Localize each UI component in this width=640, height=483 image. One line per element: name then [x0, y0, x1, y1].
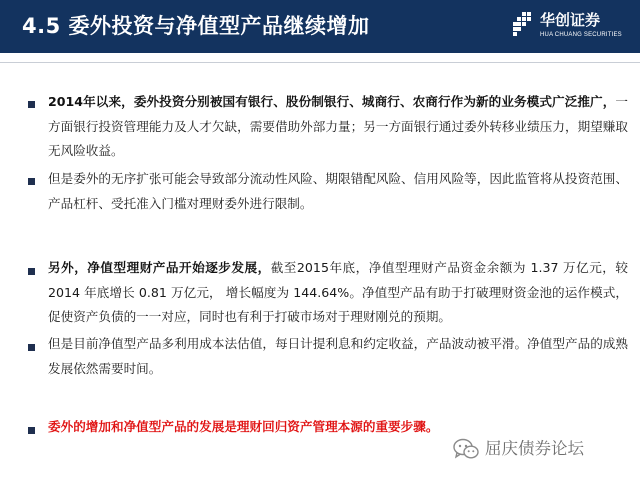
logo-chinese-name: 华创证券 [540, 11, 601, 29]
bullet-marker [28, 427, 35, 434]
bullet-marker [28, 101, 35, 108]
slide-header [0, 0, 640, 53]
wechat-watermark [453, 434, 633, 464]
bullet-text: 但是目前净值型产品多利用成本法估值，每日计提利息和约定收益，产品波动被平滑。净值型产品的成熟发展依然需要时间。 [48, 336, 628, 376]
bullet-paragraph [48, 332, 628, 381]
bullet-text: 截至2015年底，净值型理财产品资金余额为 1.37 万亿元，较 2014 年底增长 0.81 万亿元， 增长幅度为 144.64%。净值型产品有助于打破理财资金池的运作模式，促使资产负债的一一对应，同时也有利于打破市场对于理财刚兑的预期。 [48, 260, 629, 325]
bullet-marker [28, 344, 35, 351]
slide-title: 4.5 委外投资与净值型产品继续增加 [22, 14, 370, 38]
bullet-paragraph [48, 256, 628, 330]
watermark-text: 屈庆债券论坛 [485, 439, 584, 458]
bullet-paragraph [48, 90, 628, 164]
bullet-marker [28, 268, 35, 275]
bullet-paragraph [48, 167, 628, 216]
bullet-bold-lead: 另外，净值型理财产品开始逐步发展， [48, 260, 271, 275]
logo-english-name: HUA CHUANG SECURITIES [540, 32, 622, 38]
bullet-marker [28, 178, 35, 185]
bullet-text: 但是委外的无序扩张可能会导致部分流动性风险、期限错配风险、信用风险等，因此监管将从投资范围、产品杠杆、受托准入门槛对理财委外进行限制。 [48, 171, 628, 211]
header-divider [0, 62, 640, 63]
conclusion-text: 委外的增加和净值型产品的发展是理财回归资产管理本源的重要步骤。 [48, 419, 439, 434]
bullet-text: 一方面银行投资管理能力及人才欠缺，需要借助外部力量；另一方面银行通过委外转移业绩压力，期望赚取无风险收益。 [48, 94, 628, 159]
bullet-bold-lead: 2014年以来，委外投资分别被国有银行、股份制银行、城商行、农商行作为新的业务模式广泛推广， [48, 94, 616, 109]
wechat-icon [453, 438, 479, 460]
company-logo [513, 9, 631, 45]
logo-mark-icon [513, 12, 535, 38]
